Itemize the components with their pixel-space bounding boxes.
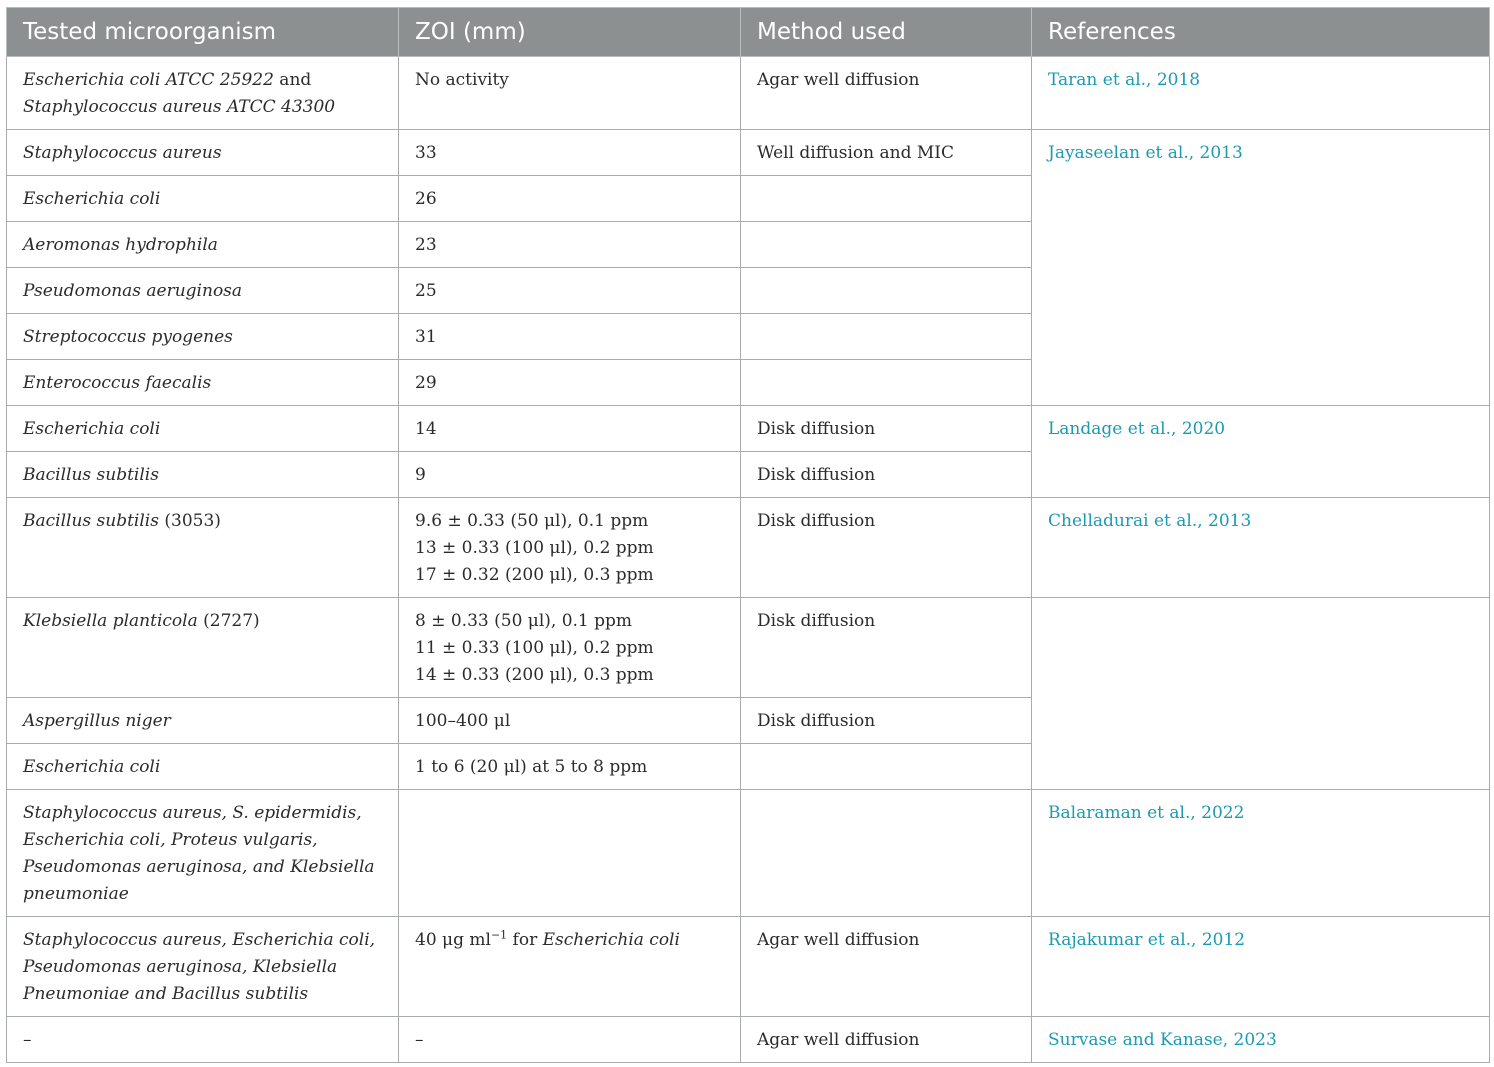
organism-cell <box>7 917 399 1017</box>
zoi-organism: Escherichia coli <box>542 930 680 950</box>
reference-link[interactable]: Balaraman et al., 2022 <box>1032 790 1490 917</box>
organism-cell: Escherichia coli <box>7 744 399 790</box>
organism-line: Escherichia coli, Proteus vulgaris, <box>23 830 318 850</box>
method-cell: Disk diffusion <box>741 498 1032 598</box>
method-cell <box>741 268 1032 314</box>
method-cell <box>741 176 1032 222</box>
reference-cell-empty <box>1032 598 1490 790</box>
organism-cell: Staphylococcus aureus <box>7 130 399 176</box>
zoi-connector: for <box>507 930 543 950</box>
method-cell <box>741 314 1032 360</box>
zoi-cell: 23 <box>399 222 741 268</box>
reference-link[interactable]: Landage et al., 2020 <box>1032 406 1490 498</box>
zoi-line: 14 ± 0.33 (200 μl), 0.3 ppm <box>415 665 654 685</box>
organism-line: Staphylococcus aureus, Escherichia coli, <box>23 930 376 950</box>
method-cell: Agar well diffusion <box>741 1017 1032 1063</box>
header-organism: Tested microorganism <box>7 8 399 57</box>
table-row <box>7 130 1490 176</box>
zoi-line: 9.6 ± 0.33 (50 μl), 0.1 ppm <box>415 511 649 531</box>
table-row <box>7 790 1490 917</box>
method-cell: Disk diffusion <box>741 452 1032 498</box>
reference-link[interactable]: Survase and Kanase, 2023 <box>1032 1017 1490 1063</box>
organism-line: pneumoniae <box>23 884 129 904</box>
organism-cell <box>7 790 399 917</box>
method-cell <box>741 360 1032 406</box>
zoi-cell: No activity <box>399 57 741 130</box>
method-cell: Disk diffusion <box>741 698 1032 744</box>
method-cell: Well diffusion and MIC <box>741 130 1032 176</box>
organism-cell: Escherichia coli <box>7 406 399 452</box>
organism-cell <box>7 598 399 698</box>
organism-name: Bacillus subtilis <box>23 511 159 531</box>
header-row <box>7 8 1490 57</box>
organism-cell: – <box>7 1017 399 1063</box>
organism-strain: (2727) <box>197 611 260 631</box>
table-row <box>7 498 1490 598</box>
zoi-cell: 100–400 μl <box>399 698 741 744</box>
reference-link[interactable]: Chelladurai et al., 2013 <box>1032 498 1490 598</box>
organism-suffix: and <box>273 70 312 90</box>
organism-line: Staphylococcus aureus, S. epidermidis, <box>23 803 362 823</box>
method-cell <box>741 790 1032 917</box>
zoi-cell <box>399 498 741 598</box>
organism-cell: Streptococcus pyogenes <box>7 314 399 360</box>
reference-link[interactable]: Taran et al., 2018 <box>1032 57 1490 130</box>
organism-cell: Enterococcus faecalis <box>7 360 399 406</box>
organism-cell: Aspergillus niger <box>7 698 399 744</box>
method-cell: Agar well diffusion <box>741 57 1032 130</box>
zoi-cell: 9 <box>399 452 741 498</box>
zoi-line: 17 ± 0.32 (200 μl), 0.3 ppm <box>415 565 654 585</box>
table-row <box>7 1017 1490 1063</box>
zoi-exponent: −1 <box>490 928 508 942</box>
organism-line: Pneumoniae and Bacillus subtilis <box>23 984 309 1004</box>
organism-cell <box>7 498 399 598</box>
organism-cell <box>7 57 399 130</box>
zoi-cell: 29 <box>399 360 741 406</box>
zoi-cell <box>399 598 741 698</box>
method-cell <box>741 744 1032 790</box>
organism-cell: Bacillus subtilis <box>7 452 399 498</box>
organism-strain: (3053) <box>158 511 221 531</box>
header-references: References <box>1032 8 1490 57</box>
table-row <box>7 406 1490 452</box>
reference-link[interactable]: Jayaseelan et al., 2013 <box>1032 130 1490 406</box>
zoi-cell: – <box>399 1017 741 1063</box>
zoi-cell: 1 to 6 (20 μl) at 5 to 8 ppm <box>399 744 741 790</box>
zoi-value: 40 μg ml <box>415 930 491 950</box>
zoi-line: 8 ± 0.33 (50 μl), 0.1 ppm <box>415 611 633 631</box>
data-table <box>6 7 1490 1063</box>
organism-line: Pseudomonas aeruginosa, Klebsiella <box>23 957 338 977</box>
header-zoi: ZOI (mm) <box>399 8 741 57</box>
table-row <box>7 598 1490 698</box>
reference-link[interactable]: Rajakumar et al., 2012 <box>1032 917 1490 1017</box>
header-method: Method used <box>741 8 1032 57</box>
zoi-cell <box>399 790 741 917</box>
organism-name: Staphylococcus aureus ATCC 43300 <box>23 97 336 117</box>
table-row <box>7 57 1490 130</box>
method-cell <box>741 222 1032 268</box>
zoi-line: 13 ± 0.33 (100 μl), 0.2 ppm <box>415 538 654 558</box>
organism-cell: Aeromonas hydrophila <box>7 222 399 268</box>
organism-line: Pseudomonas aeruginosa, and Klebsiella <box>23 857 375 877</box>
zoi-cell: 33 <box>399 130 741 176</box>
organism-cell: Pseudomonas aeruginosa <box>7 268 399 314</box>
zoi-cell: 25 <box>399 268 741 314</box>
zoi-cell: 14 <box>399 406 741 452</box>
organism-name: Escherichia coli ATCC 25922 <box>23 70 274 90</box>
table-row <box>7 917 1490 1017</box>
zoi-cell <box>399 917 741 1017</box>
organism-cell: Escherichia coli <box>7 176 399 222</box>
method-cell: Disk diffusion <box>741 406 1032 452</box>
method-cell: Agar well diffusion <box>741 917 1032 1017</box>
organism-name: Klebsiella planticola <box>23 611 198 631</box>
zoi-cell: 31 <box>399 314 741 360</box>
zoi-line: 11 ± 0.33 (100 μl), 0.2 ppm <box>415 638 654 658</box>
zoi-cell: 26 <box>399 176 741 222</box>
method-cell: Disk diffusion <box>741 598 1032 698</box>
